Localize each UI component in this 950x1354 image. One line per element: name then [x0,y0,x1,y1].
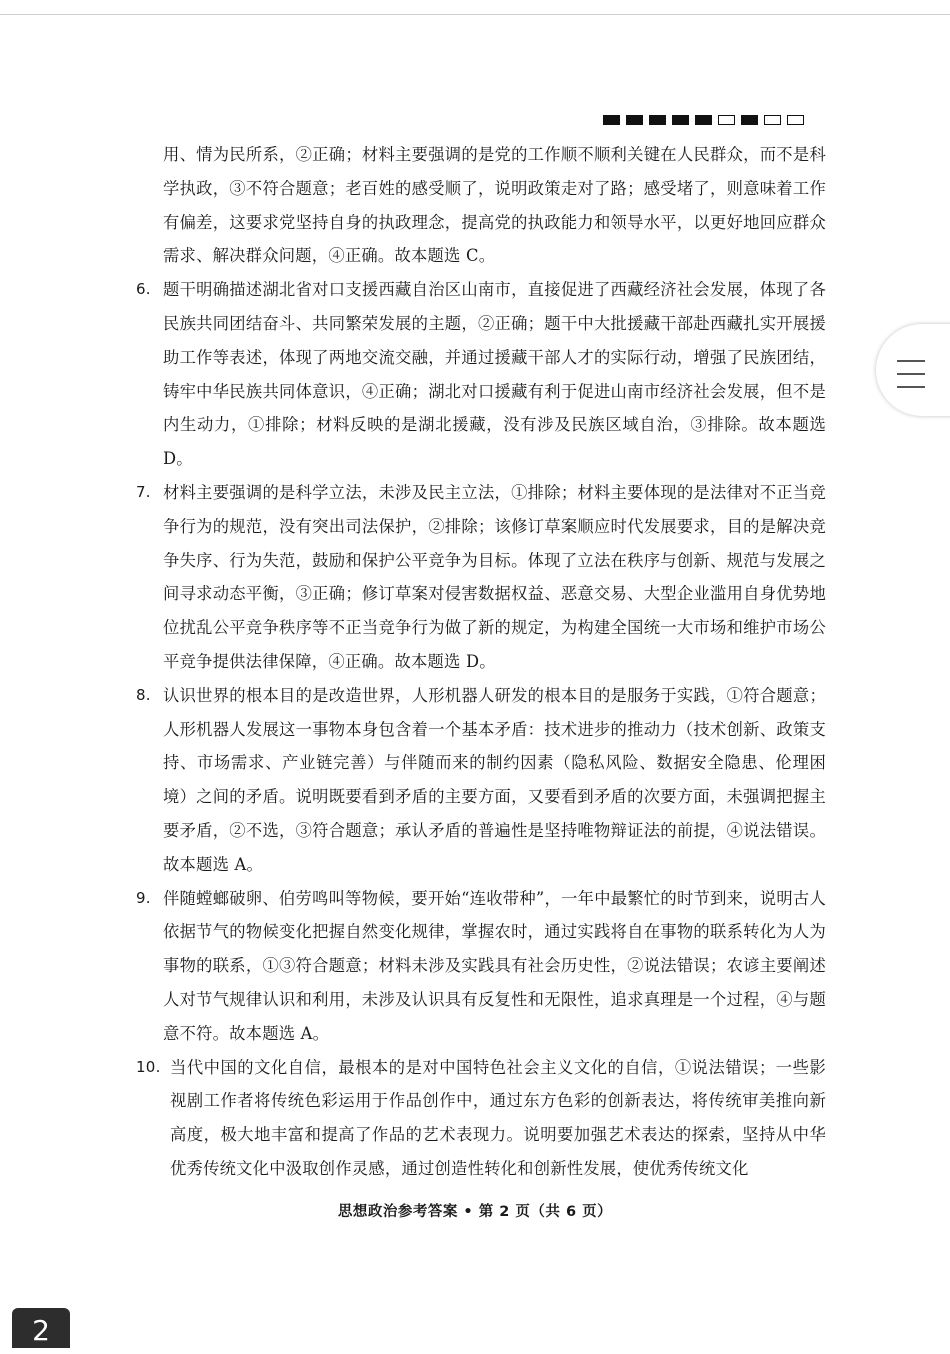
item-number: 8. [136,685,151,704]
item-number: 7. [136,482,151,501]
item-text: 认识世界的根本目的是改造世界，人形机器人研发的根本目的是服务于实践，①符合题意；人形机器人发展这一事物本身包含着一个基本矛盾：技术进步的推动力（技术创新、政策支持、市场需求、产业链完善）与伴随而来的制约因素（隐私风险、数据安全隐患、伦理困境）之间的矛盾。说明既要看到矛盾的主要方面，又要看到矛盾的次要方面，未强调把握主要矛盾，②不选，③符合题意；承认矛盾的普遍性是坚持唯物辩证法的前提，④说法错误。故本题选 A。 [163,685,826,874]
answer-item-8 [136,679,826,882]
hamburger-menu-icon [897,386,925,388]
item-number: 6. [136,280,151,299]
progress-marks [603,115,804,127]
progress-mark-3 [649,115,666,125]
answer-item-6 [136,273,826,476]
progress-mark-2 [626,115,643,125]
item-text: 当代中国的文化自信，最根本的是对中国特色社会主义文化的自信，①说法错误；一些影视剧工作者将传统色彩运用于作品创作中，通过东方色彩的创新表达，将传统审美推向新高度，极大地丰富和提高了作品的艺术表现力。说明要加强艺术表达的探索，坚持从中华优秀传统文化中汲取创作灵感，通过创造性转化和创新性发展，使优秀传统文化 [170,1057,826,1178]
hamburger-menu-icon [897,373,925,375]
answer-content [136,138,826,1186]
progress-mark-6 [718,115,735,125]
item-text: 题干明确描述湖北省对口支援西藏自治区山南市，直接促进了西藏经济社会发展，体现了各民族共同团结奋斗、共同繁荣发展的主题，②正确；题干中大批援藏干部赴西藏扎实开展援助工作等表述，体现了两地交流交融，并通过援藏干部人才的实际行动，增强了民族团结，铸牢中华民族共同体意识，④正确；湖北对口援藏有利于促进山南市经济社会发展，但不是内生动力，①排除；材料反映的是湖北援藏，没有涉及民族区域自治，③排除。故本题选 D。 [163,280,826,469]
continued-paragraph: 用、情为民所系，②正确；材料主要强调的是党的工作顺不顺利关键在人民群众，而不是科学执政，③不符合题意；老百姓的感受顺了，说明政策走对了路；感受堵了，则意味着工作有偏差，这要求党坚持自身的执政理念，提高党的执政能力和领导水平，以更好地回应群众需求、解决群众问题，④正确。故本题选 C。 [163,145,826,266]
answer-item-10 [136,1051,826,1186]
item-text: 材料主要强调的是科学立法，未涉及民主立法，①排除；材料主要体现的是法律对不正当竞争行为的规范，没有突出司法保护，②排除；该修订草案顺应时代发展要求，目的是解决竞争失序、行为失范，鼓励和保护公平竞争为目标。体现了立法在秩序与创新、规范与发展之间寻求动态平衡，③正确；修订草案对侵害数据权益、恶意交易、大型企业滥用自身优势地位扰乱公平竞争秩序等不正当竞争行为做了新的规定，为构建全国统一大市场和维护市场公平竞争提供法律保障，④正确。故本题选 D。 [163,482,826,671]
progress-mark-9 [787,115,804,125]
progress-mark-1 [603,115,620,125]
answer-item-7 [136,476,826,679]
page-footer: 思想政治参考答案 • 第 2 页（共 6 页） [337,1204,613,1220]
hamburger-menu-icon [897,360,925,362]
top-divider [0,14,950,15]
progress-mark-7 [741,115,758,125]
answer-item-9 [136,882,826,1051]
item-number: 10. [136,1057,161,1076]
side-menu-button[interactable] [876,324,950,416]
page-number-badge[interactable]: 2 [12,1308,70,1348]
progress-mark-4 [672,115,689,125]
progress-mark-5 [695,115,712,125]
item-text: 伴随螳螂破卵、伯劳鸣叫等物候，要开始“连收带种”，一年中最繁忙的时节到来，说明古人依据节气的物候变化把握自然变化规律，掌握农时，通过实践将自在事物的联系转化为人为事物的联系，①③符合题意；材料未涉及实践具有社会历史性，②说法错误；农谚主要阐述人对节气规律认识和利用，未涉及认识具有反复性和无限性，追求真理是一个过程，④与题意不符。故本题选 A。 [163,888,826,1043]
progress-mark-8 [764,115,781,125]
item-number: 9. [136,888,151,907]
